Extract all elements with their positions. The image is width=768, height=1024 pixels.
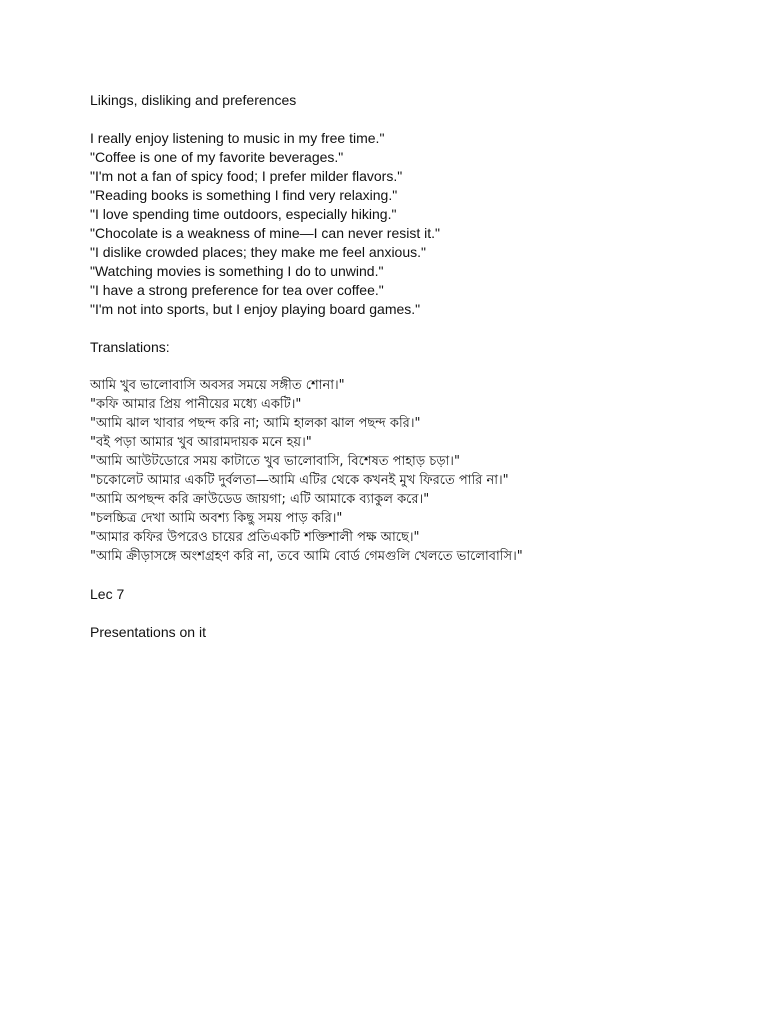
lecture-label: Lec 7	[90, 586, 125, 602]
english-sentence: "I'm not into sports, but I enjoy playing board games."	[90, 301, 421, 317]
document-page	[90, 91, 730, 642]
english-sentence: "Chocolate is a weakness of mine—I can never resist it."	[90, 225, 440, 241]
spacer	[90, 110, 730, 129]
closing-note: Presentations on it	[90, 624, 206, 640]
english-sentence: "I have a strong preference for tea over coffee."	[90, 282, 384, 298]
bengali-sentence: আমি খুব ভালোবাসি অবসর সময়ে সঙ্গীত শোনা।"	[90, 378, 345, 393]
english-sentence: "I'm not a fan of spicy food; I prefer milder flavors."	[90, 168, 403, 184]
spacer	[90, 604, 730, 623]
bengali-sentence: "চকোলেট আমার একটি দুর্বলতা—আমি এটির থেকে কখনই মুখ ফিরতে পারি না।"	[90, 473, 509, 488]
document-heading: Likings, disliking and preferences	[90, 92, 297, 108]
spacer	[90, 566, 730, 585]
english-sentence: "Coffee is one of my favorite beverages."	[90, 149, 344, 165]
english-sentence: "I dislike crowded places; they make me feel anxious."	[90, 244, 426, 260]
english-sentence: I really enjoy listening to music in my free time."	[90, 130, 385, 146]
english-sentence-list	[90, 129, 730, 319]
spacer	[90, 319, 730, 338]
english-sentence: "I love spending time outdoors, especially hiking."	[90, 206, 397, 222]
english-sentence: "Reading books is something I find very relaxing."	[90, 187, 398, 203]
english-sentence: "Watching movies is something I do to unwind."	[90, 263, 384, 279]
translations-heading: Translations:	[90, 339, 170, 355]
bengali-sentence: "আমি অপছন্দ করি ক্রাউডেড জায়গা; এটি আমাকে ব্যাকুল করে।"	[90, 492, 430, 507]
spacer	[90, 357, 730, 376]
bengali-sentence: "আমি ঝাল খাবার পছন্দ করি না; আমি হালকা ঝাল পছন্দ করি।"	[90, 416, 421, 431]
bengali-sentence: "চলচ্চিত্র দেখা আমি অবশ্য কিছু সময় পাড় করি।"	[90, 511, 343, 526]
bengali-sentence: "আমার কফির উপরেও চায়ের প্রতিএকটি শক্তিশালী পক্ষ আছে।"	[90, 530, 420, 545]
bengali-sentence: "বই পড়া আমার খুব আরামদায়ক মনে হয়।"	[90, 435, 312, 450]
bengali-sentence: "আমি আউটডোরে সময় কাটাতে খুব ভালোবাসি, বিশেষত পাহাড় চড়া।"	[90, 454, 460, 469]
bengali-sentence-list	[90, 376, 730, 566]
bengali-sentence: "আমি ক্রীড়াসঙ্গে অংশগ্রহণ করি না, তবে আমি বোর্ড গেমগুলি খেলতে ভালোবাসি।"	[90, 549, 523, 564]
bengali-sentence: "কফি আমার প্রিয় পানীয়ের মধ্যে একটি।"	[90, 397, 302, 412]
